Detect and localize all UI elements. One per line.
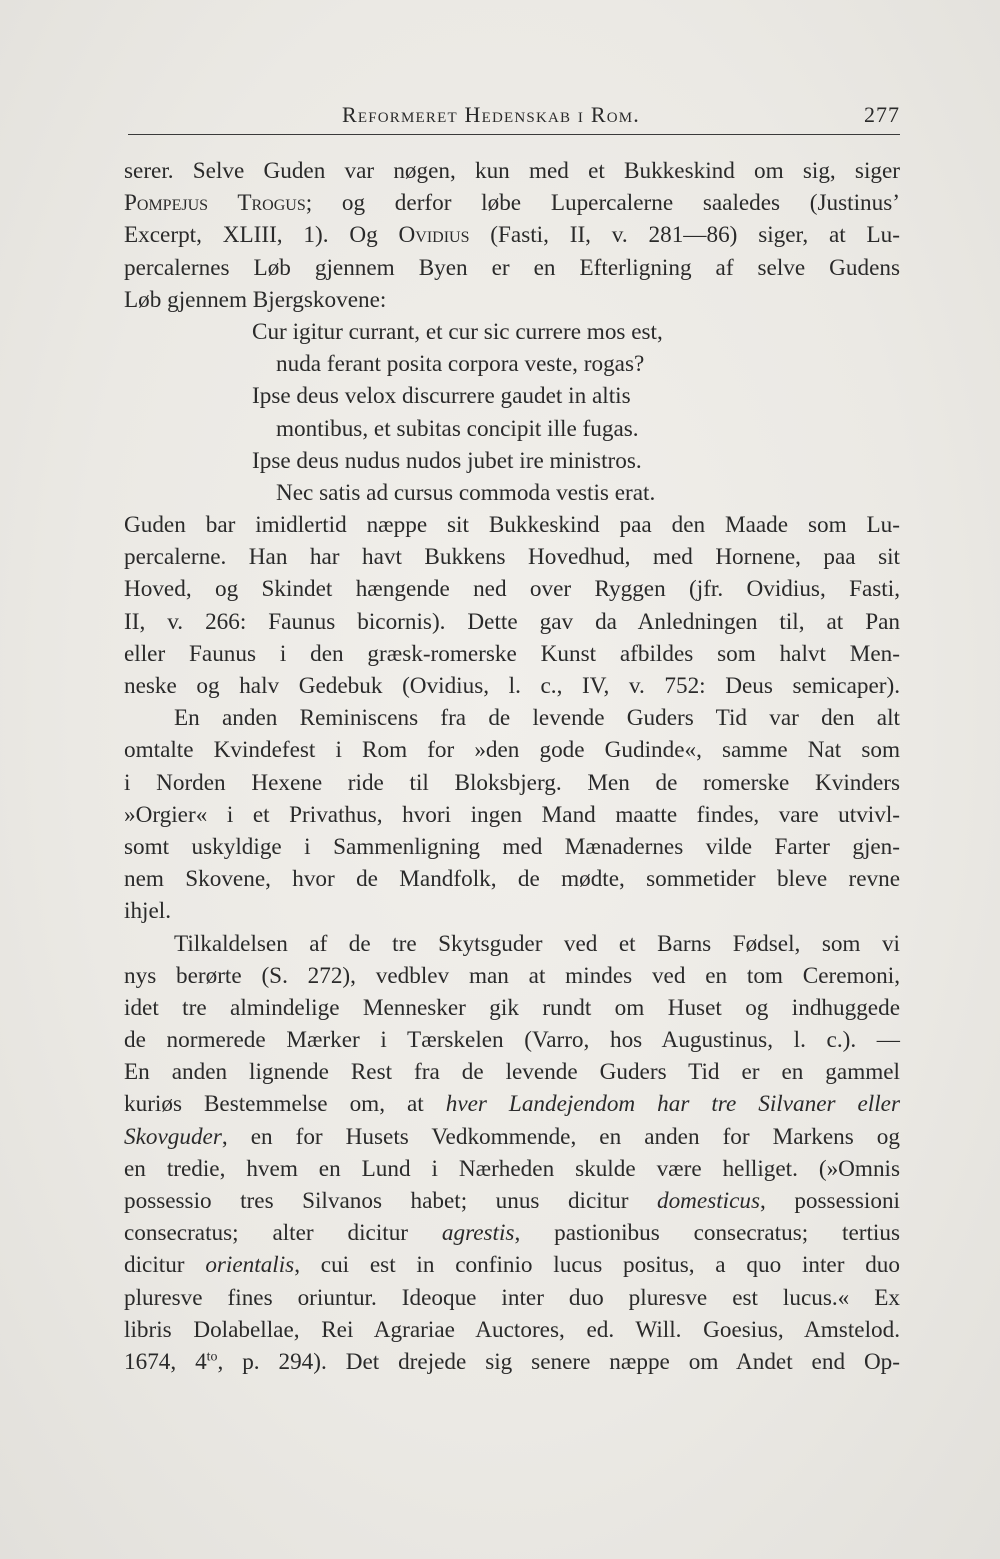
text-segment: , pastionibus consecratus; tertius: [514, 1220, 900, 1247]
text-segment: libris Dolabellae, Rei Agrariae Auctores, ed. Will. Goesius, Amstelod.: [124, 1316, 900, 1343]
text-segment: hver Landejendom har tre Silvaner eller: [445, 1091, 900, 1118]
text-line: [124, 284, 900, 316]
text-segment: Løb gjennem Bjergskovene:: [124, 286, 387, 313]
text-segment: II, v. 266: Faunus bicornis). Dette gav da Anledningen til, at Pan: [124, 608, 900, 635]
text-line: [124, 606, 900, 638]
text-line: [124, 960, 900, 992]
text-line: [124, 187, 900, 219]
text-segment: nem Skovene, hvor de Mandfolk, de mødte, sommetider bleve revne: [124, 866, 900, 893]
text-segment: to: [206, 1349, 218, 1365]
text-line: [124, 509, 900, 541]
text-line: [124, 155, 900, 187]
text-segment: En anden Reminiscens fra de levende Guders Tid var den alt: [174, 705, 900, 732]
text-segment: kuriøs Bestemmelse om, at: [124, 1091, 446, 1118]
running-title: Reformeret Hedenskab i Rom.: [342, 102, 640, 127]
text-segment: Tilkaldelsen af de tre Skytsguder ved et Barns Fødsel, som vi: [174, 930, 900, 957]
text-segment: Hoved, og Skindet hængende ned over Ryggen (jfr. Ovidius, Fasti,: [124, 576, 900, 603]
text-line: [124, 445, 900, 477]
text-segment: »Orgier« i et Privathus, hvori ingen Mand maatte findes, vare utvivl-: [124, 801, 900, 828]
text-segment: consecratus; alter dicitur: [124, 1220, 442, 1247]
text-segment: somt uskyldige i Sammenligning med Mænadernes vilde Farter gjen-: [124, 833, 900, 860]
text-segment: de normerede Mærker i Tærskelen (Varro, hos Augustinus, l. c.). —: [124, 1027, 900, 1054]
text-segment: Excerpt, XLIII, 1). Og: [124, 222, 399, 249]
text-segment: en tredie, hvem en Lund i Nærheden skulde være helliget. (»Omnis: [124, 1155, 900, 1182]
text-line: [124, 1024, 900, 1056]
text-segment: (Fasti, II, v. 281—86) siger, at Lu-: [469, 222, 901, 249]
text-line: [124, 1056, 900, 1088]
text-segment: orientalis: [205, 1252, 295, 1279]
text-segment: omtalte Kvindefest i Rom for »den gode Gudinde«, samme Nat som: [124, 737, 900, 764]
text-segment: eller Faunus i den græsk-romerske Kunst afbildes som halvt Men-: [124, 640, 900, 667]
text-line: [124, 1249, 900, 1281]
text-segment: nys berørte (S. 272), vedblev man at mindes ved en tom Ceremoni,: [124, 962, 900, 989]
text-line: [124, 928, 900, 960]
text-line: [124, 413, 900, 445]
page-number: 277: [864, 102, 900, 127]
text-segment: ; og derfor løbe Lupercalerne saaledes (Justinus’: [305, 190, 900, 217]
text-segment: agrestis: [441, 1220, 515, 1247]
text-line: [124, 219, 900, 251]
text-segment: 1674, 4: [124, 1348, 207, 1375]
text-line: [124, 1346, 900, 1378]
text-line: [124, 1217, 900, 1249]
text-line: [124, 380, 900, 412]
text-line: [124, 1282, 900, 1314]
text-line: [124, 638, 900, 670]
text-segment: idet tre almindelige Mennesker gik rundt om Huset og indhuggede: [124, 994, 900, 1021]
text-segment: Guden bar imidlertid næppe sit Bukkeskind paa den Maade som Lu-: [124, 512, 900, 539]
text-segment: , possessioni: [760, 1188, 900, 1214]
page-header: [128, 96, 900, 136]
text-line: [124, 348, 900, 380]
text-segment: , p. 294). Det drejede sig senere næppe om Andet end Op-: [217, 1348, 901, 1375]
text-segment: ihjel.: [124, 898, 172, 925]
text-line: [124, 1153, 900, 1185]
text-line: [124, 702, 900, 734]
text-segment: Ipse deus nudus nudos jubet ire ministros.: [252, 447, 642, 474]
text-line: [124, 670, 900, 702]
text-line: [124, 1121, 900, 1153]
text-segment: pluresve fines oriuntur. Ideoque inter duo pluresve est lucus.« Ex: [124, 1284, 900, 1311]
text-segment: i Norden Hexene ride til Bloksbjerg. Men de romerske Kvinders: [124, 769, 900, 796]
text-line: [124, 799, 900, 831]
text-line: [124, 863, 900, 895]
text-line: [124, 477, 900, 509]
text-segment: nuda ferant posita corpora veste, rogas?: [276, 351, 645, 378]
text-segment: percalerne. Han har havt Bukkens Hovedhud, med Hornene, paa sit: [124, 544, 900, 571]
text-segment: dicitur: [124, 1252, 206, 1279]
text-line: [124, 767, 900, 799]
text-segment: , en for Husets Vedkommende, en anden for Markens og: [221, 1123, 900, 1150]
body-text: [124, 155, 900, 1378]
text-line: [124, 573, 900, 605]
text-segment: , cui est in confinio lucus positus, a quo inter duo: [294, 1252, 900, 1279]
text-segment: Cur igitur currant, et cur sic currere mos est,: [252, 318, 663, 345]
text-segment: Skovguder: [124, 1123, 222, 1150]
text-segment: Nec satis ad cursus commoda vestis erat.: [276, 479, 656, 506]
text-line: [124, 1314, 900, 1346]
text-line: [124, 992, 900, 1024]
text-segment: Ovidius: [398, 222, 470, 249]
text-segment: serer. Selve Guden var nøgen, kun med et Bukkeskind om sig, siger: [124, 158, 900, 184]
text-line: [124, 734, 900, 766]
text-segment: possessio tres Silvanos habet; unus dicitur: [124, 1188, 657, 1214]
text-line: [124, 895, 900, 927]
text-segment: En anden lignende Rest fra de levende Guders Tid er en gammel: [124, 1059, 900, 1086]
text-line: [124, 831, 900, 863]
text-segment: Pompejus Trogus: [124, 190, 306, 217]
text-line: [124, 541, 900, 573]
text-line: [124, 1185, 900, 1217]
text-segment: percalernes Løb gjennem Byen er en Efterligning af selve Gudens: [124, 254, 900, 281]
text-segment: neske og halv Gedebuk (Ovidius, l. c., IV, v. 752: Deus semicaper).: [124, 673, 900, 699]
text-segment: Ipse deus velox discurrere gaudet in altis: [252, 383, 631, 410]
header-rule: [128, 134, 900, 135]
text-line: [124, 1088, 900, 1120]
text-line: [124, 316, 900, 348]
text-segment: domesticus: [656, 1188, 761, 1214]
text-segment: montibus, et subitas concipit ille fugas.: [276, 415, 639, 442]
text-line: [124, 252, 900, 284]
